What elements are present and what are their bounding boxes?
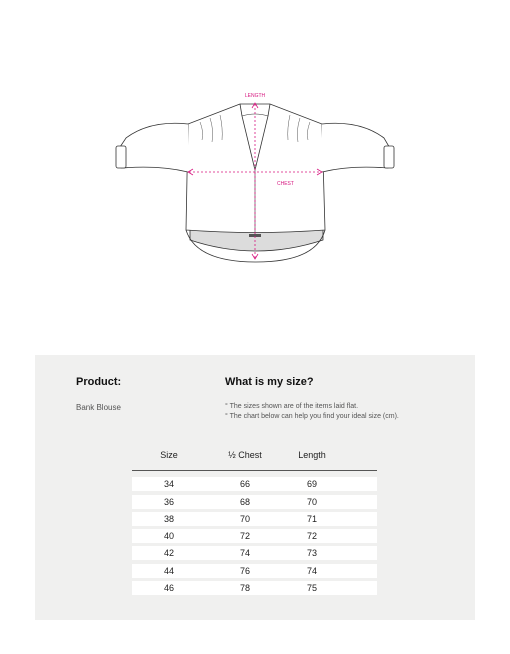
header-half-chest: ½ Chest [228,450,262,460]
cell-size: 36 [163,496,174,507]
product-name: Bank Blouse [76,403,121,412]
blouse-flat-sketch [0,0,510,300]
length-label: LENGTH [244,93,266,99]
cell-half-chest: 74 [239,548,250,559]
cell-half-chest: 78 [239,583,250,594]
header-length: Length [298,450,326,460]
table-row [132,581,377,595]
cell-length: 69 [306,479,317,490]
right-cuff [384,146,394,168]
chest-label: CHEST [277,181,294,187]
cell-size: 46 [163,583,174,594]
table-row [132,529,377,543]
cell-size: 34 [163,479,174,490]
cell-size: 44 [163,565,174,576]
header-size: Size [160,450,178,460]
cell-half-chest: 70 [239,513,250,524]
cell-length: 74 [306,565,317,576]
cell-half-chest: 72 [239,531,250,542]
cell-length: 70 [306,496,317,507]
cell-length: 73 [306,548,317,559]
cell-half-chest: 68 [239,496,250,507]
table-row [132,564,377,578]
table-row [132,546,377,560]
left-sleeve [118,123,188,172]
size-note: ° The chart below can help you find your ideal size (cm). [225,413,399,420]
left-cuff [116,146,126,168]
product-heading: Product: [76,376,122,388]
size-table [132,450,377,595]
size-note: ° The sizes shown are of the items laid flat. [225,403,359,410]
cell-half-chest: 66 [239,479,250,490]
size-info-card [35,355,475,620]
cell-half-chest: 76 [239,565,250,576]
cell-size: 42 [163,548,174,559]
table-row [132,495,377,509]
cell-size: 40 [163,531,174,542]
cell-size: 38 [163,513,174,524]
cell-length: 71 [306,513,317,524]
garment-diagram [0,0,510,300]
size-table-header [132,450,377,471]
table-row [132,477,377,491]
right-sleeve [322,123,391,172]
table-row [132,512,377,526]
size-guide-heading: What is my size? [225,376,314,388]
cell-length: 72 [306,531,317,542]
cell-length: 75 [306,583,317,594]
